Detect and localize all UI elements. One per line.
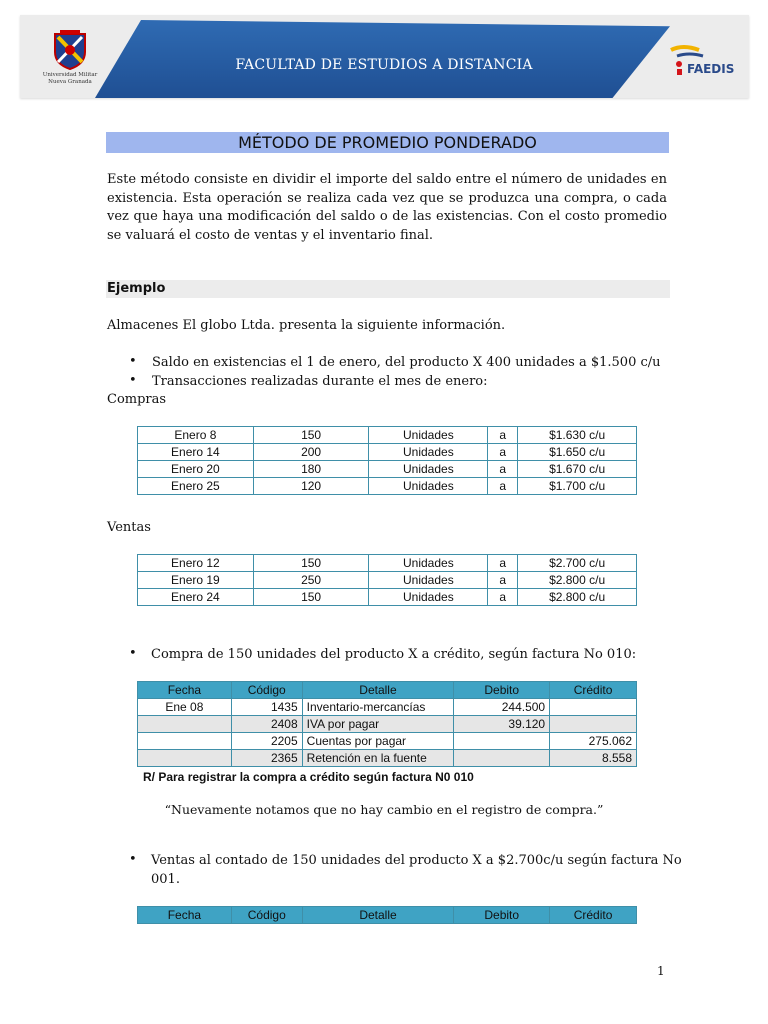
table-cell: Unidades [369,444,488,461]
table-header-row [138,682,637,699]
table-cell: Unidades [369,555,488,572]
ventas-label: Ventas [107,520,151,535]
table-cell: a [488,555,518,572]
table-cell: 150 [253,427,369,444]
table-cell: $2.800 c/u [518,572,637,589]
table-row [138,478,637,495]
table-cell: IVA por pagar [302,716,454,733]
university-shield-icon [52,30,88,70]
faedis-logo [665,40,745,80]
table-cell: a [488,589,518,606]
table-cell: Retención en la fuente [302,750,454,767]
table-header-cell: Fecha [138,682,232,699]
university-name-line1: Universidad Militar [42,72,98,78]
table-row [138,589,637,606]
section-title: MÉTODO DE PROMEDIO PONDERADO [106,132,669,153]
table-cell: Enero 25 [138,478,254,495]
table-cell: Enero 20 [138,461,254,478]
table-row [138,461,637,478]
table-header-cell: Fecha [138,907,232,924]
table-cell: 2205 [231,733,302,750]
table-header-cell: Código [231,907,302,924]
table-cell: 1435 [231,699,302,716]
bullet-dot: • [129,354,137,369]
table-cell: a [488,427,518,444]
bullet-dot: • [129,646,137,661]
table-cell: 2408 [231,716,302,733]
table-cell: 250 [253,572,369,589]
bullet-ventas-contado: Ventas al contado de 150 unidades del producto X a $2.700c/u según factura No [151,853,682,868]
table-cell: $2.700 c/u [518,555,637,572]
table-row [138,716,637,733]
compras-table [137,426,637,495]
table-cell: a [488,572,518,589]
table-cell: $1.670 c/u [518,461,637,478]
table-header-cell: Debito [454,907,550,924]
table-header-cell: Detalle [302,907,454,924]
table-cell: $2.800 c/u [518,589,637,606]
table-cell: 180 [253,461,369,478]
table-row [138,427,637,444]
header-title: FACULTAD DE ESTUDIOS A DISTANCIA [235,57,533,73]
table-cell: Enero 12 [138,555,254,572]
bullet-transacciones: Transacciones realizadas durante el mes de enero: [152,374,488,389]
table-cell [454,750,550,767]
bullet-compra-credito: Compra de 150 unidades del producto X a crédito, según factura No 010: [151,647,637,662]
table-cell: $1.650 c/u [518,444,637,461]
company-line: Almacenes El globo Ltda. presenta la siguiente información. [107,318,506,333]
table-cell: 244.500 [454,699,550,716]
quote-text: “Nuevamente notamos que no hay cambio en el registro de compra.” [164,802,604,817]
ledger-ventas-table [137,906,637,924]
intro-paragraph: Este método consiste en dividir el importe del saldo entre el número de unidades en existencia. Esta operación se realiza cada vez que se produzca una compra, o cada vez que haya una modificación del saldo o de las existencias. Con el costo promedio se valuará el costo de ventas y el inventario final. [107,172,667,243]
table-header-cell: Detalle [302,682,454,699]
ventas-table [137,554,637,606]
bullet-dot: • [129,373,137,388]
ledger-compra-table [137,681,637,767]
table-header-cell: Crédito [550,682,637,699]
bullet-ventas-contado-cont: 001. [151,872,180,887]
table-cell: 39.120 [454,716,550,733]
table-cell: a [488,478,518,495]
table-row [138,444,637,461]
bullet-saldo: Saldo en existencias el 1 de enero, del producto X 400 unidades a $1.500 c/u [152,355,661,370]
table-row [138,699,637,716]
table-cell: 150 [253,555,369,572]
table-row [138,733,637,750]
university-name [35,72,105,86]
table-cell: Unidades [369,478,488,495]
table-cell: Enero 8 [138,427,254,444]
table-cell [550,716,637,733]
page-number: 1 [657,964,665,978]
table-cell: Enero 14 [138,444,254,461]
table-cell: Unidades [369,461,488,478]
table-cell: Inventario-mercancías [302,699,454,716]
ejemplo-heading: Ejemplo [106,280,670,298]
university-name-line2: Nueva Granada [48,79,92,85]
table-cell [138,716,232,733]
table-row [138,572,637,589]
table-row [138,750,637,767]
table-header-cell: Debito [454,682,550,699]
compras-label: Compras [107,392,167,407]
table-cell: 8.558 [550,750,637,767]
table-cell [454,733,550,750]
table-cell: $1.700 c/u [518,478,637,495]
table-cell: Ene 08 [138,699,232,716]
table-header-cell: Código [231,682,302,699]
table-cell [138,733,232,750]
table-cell: Unidades [369,589,488,606]
table-cell: 120 [253,478,369,495]
table-cell: $1.630 c/u [518,427,637,444]
faedis-wordmark: FAEDIS [687,62,735,76]
table-cell: 2365 [231,750,302,767]
table-cell [138,750,232,767]
ledger-caption: R/ Para registrar la compra a crédito según factura N0 010 [143,770,474,784]
table-cell [550,699,637,716]
table-cell: Enero 24 [138,589,254,606]
table-header-cell: Crédito [550,907,637,924]
table-cell: a [488,461,518,478]
table-cell: Cuentas por pagar [302,733,454,750]
table-cell: Enero 19 [138,572,254,589]
table-cell: Unidades [369,572,488,589]
table-cell: 200 [253,444,369,461]
bullet-dot: • [129,852,137,867]
table-cell: 275.062 [550,733,637,750]
table-cell: 150 [253,589,369,606]
table-cell: a [488,444,518,461]
table-cell: Unidades [369,427,488,444]
table-row [138,555,637,572]
table-header-row [138,907,637,924]
university-logo [35,26,105,92]
